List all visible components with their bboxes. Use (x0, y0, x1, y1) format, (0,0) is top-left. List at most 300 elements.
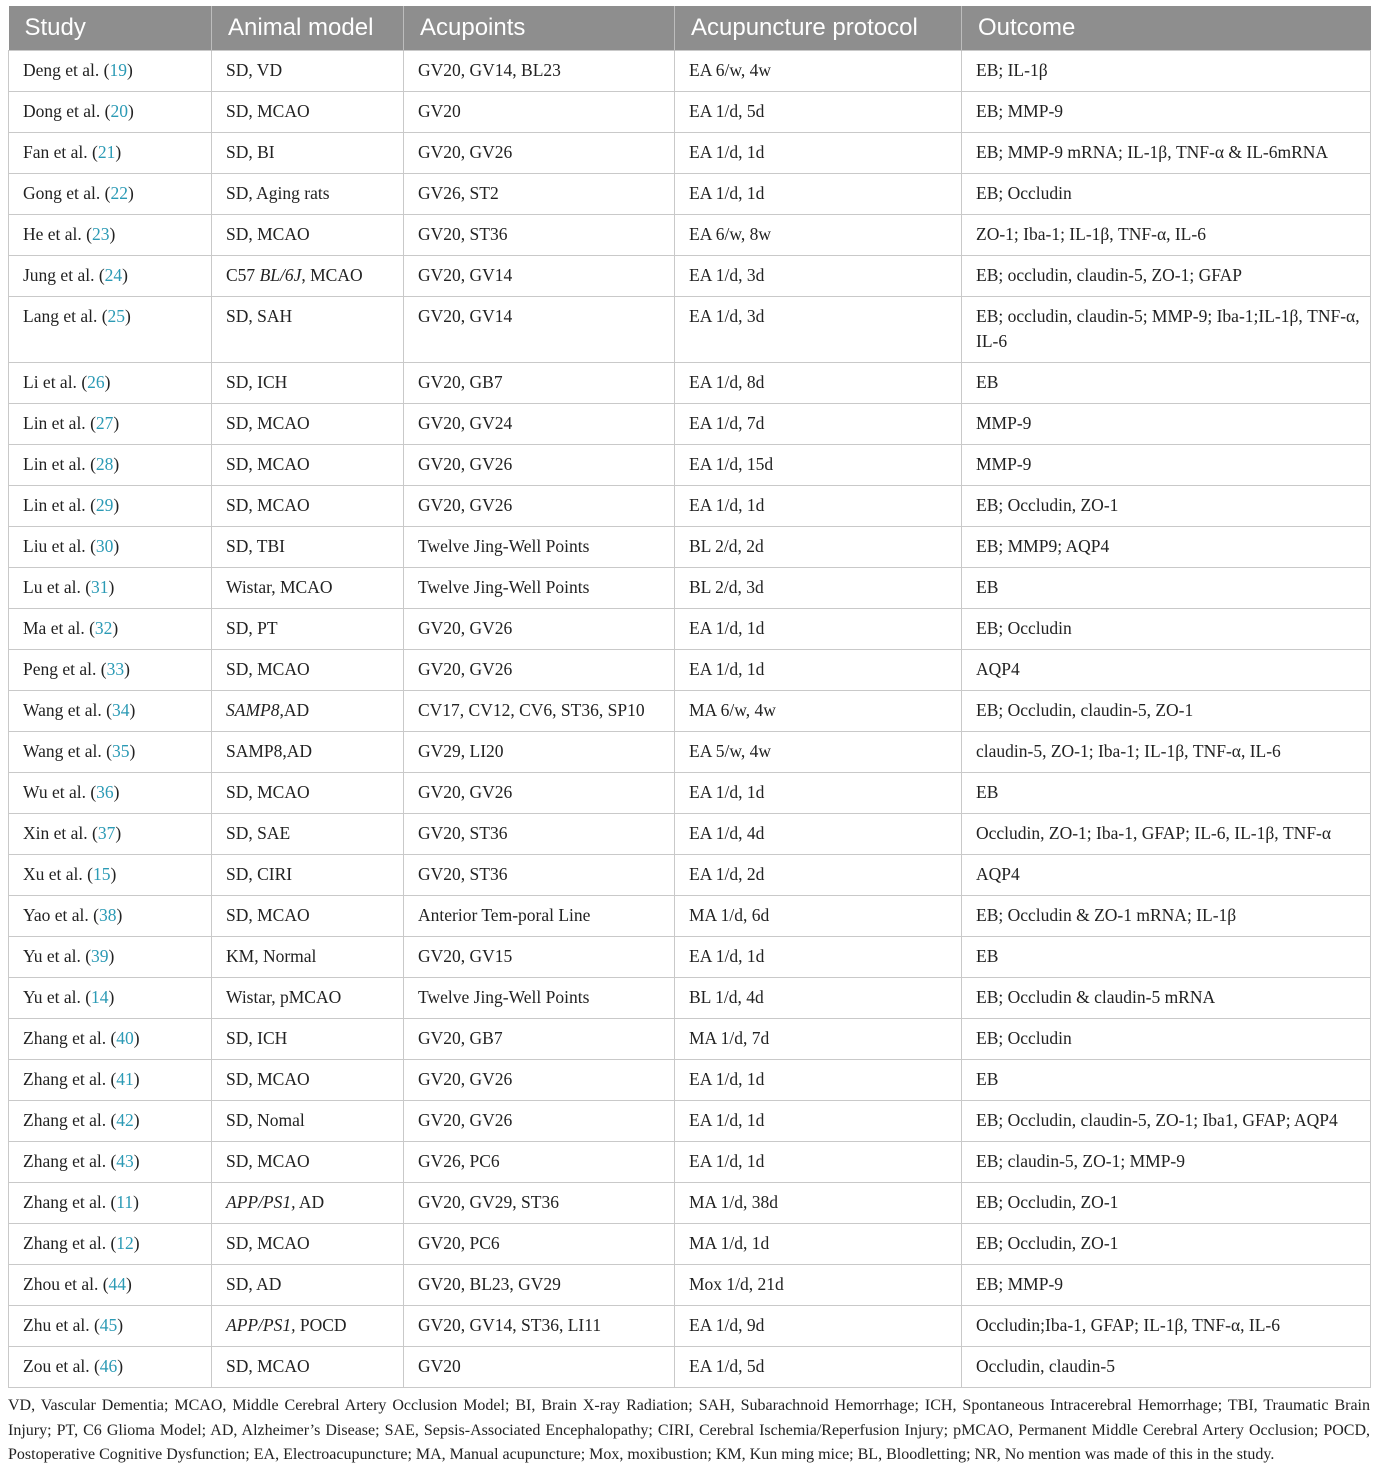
outcome-cell: EB (962, 1060, 1371, 1101)
acupoints-cell: GV20, GV29, ST36 (404, 1183, 675, 1224)
study-cell: Zhang et al. (41) (9, 1060, 212, 1101)
protocol-cell: EA 1/d, 1d (675, 937, 962, 978)
table-row (9, 855, 1371, 896)
study-author: Gong et al. (23, 183, 101, 203)
acupoints-cell: GV20, GV26 (404, 1101, 675, 1142)
protocol-cell: EA 1/d, 1d (675, 1101, 962, 1142)
table-row (9, 1101, 1371, 1142)
animal-model-text: SAMP8 (226, 700, 280, 720)
study-author: Zhang et al. (23, 1069, 107, 1089)
table-row (9, 1142, 1371, 1183)
table-row (9, 404, 1371, 445)
table-row (9, 174, 1371, 215)
study-author: Zhang et al. (23, 1233, 107, 1253)
animal-model-cell (212, 937, 404, 978)
animal-model-text: SAMP8,AD (226, 741, 313, 761)
study-cell: Yao et al. (38) (9, 896, 212, 937)
study-cell: Deng et al. (19) (9, 51, 212, 92)
reference-link[interactable]: 11 (116, 1192, 134, 1212)
animal-model-text: APP/PS1, (226, 1192, 296, 1212)
reference-link[interactable]: 25 (107, 306, 126, 326)
acupoints-cell: GV20, PC6 (404, 1224, 675, 1265)
table-row (9, 297, 1371, 363)
reference-link[interactable]: 15 (92, 864, 111, 884)
study-author: Yao et al. (23, 905, 89, 925)
table-row (9, 445, 1371, 486)
outcome-cell: EB; Occludin, claudin-5, ZO-1 (962, 691, 1371, 732)
table-row (9, 691, 1371, 732)
protocol-cell: EA 1/d, 1d (675, 773, 962, 814)
acupoints-cell: Twelve Jing-Well Points (404, 527, 675, 568)
table-row (9, 1224, 1371, 1265)
animal-model-text: AD (295, 1192, 325, 1212)
protocol-cell: EA 1/d, 9d (675, 1306, 962, 1347)
animal-model-text: SD, MCAO (226, 454, 310, 474)
outcome-cell: EB (962, 363, 1371, 404)
animal-model-cell (212, 609, 404, 650)
animal-model-cell (212, 691, 404, 732)
reference-link[interactable]: 12 (116, 1233, 134, 1253)
study-cell: Zhang et al. (11) (9, 1183, 212, 1224)
animal-model-text: SD, TBI (226, 536, 285, 556)
study-cell: Wang et al. (35) (9, 732, 212, 773)
study-author: Zhou et al. (23, 1274, 99, 1294)
animal-model-text: Wistar, pMCAO (226, 987, 342, 1007)
study-author: Xin et al. (23, 823, 88, 843)
acupoints-cell: GV20 (404, 92, 675, 133)
animal-model-text: SD, VD (226, 60, 283, 80)
protocol-cell: EA 6/w, 8w (675, 215, 962, 256)
protocol-cell: EA 1/d, 1d (675, 133, 962, 174)
acupoints-cell: GV20, GB7 (404, 1019, 675, 1060)
table-footnote: VD, Vascular Dementia; MCAO, Middle Cerebral Artery Occlusion Model; BI, Brain X-ray Radiation; SAH, Subarachnoid Hemorrhage; ICH, Spontaneous Intracerebral Hemorrhage; TBI, Traumatic Brain Injury; PT, C6 Glioma Model; AD, Alzheimer’s Disease; SAE, Sepsis-Associated Encephalopathy; CIRI, Cerebral Ischemia/Reperfusion Injury; pMCAO, Permanent Middle Cerebral Artery Occlusion; POCD, Postoperative Cognitive Dysfunction; EA, Electroacupuncture; MA, Manual acupuncture; Mox, moxibustion; KM, Kun ming mice; BL, Bloodletting; NR, No mention was made of this in the study. (8, 1397, 1370, 1463)
study-cell: Zhang et al. (40) (9, 1019, 212, 1060)
reference-link[interactable]: 37 (97, 823, 116, 843)
protocol-cell: EA 1/d, 1d (675, 1060, 962, 1101)
acupoints-cell: GV20, GV14 (404, 297, 675, 363)
study-cell: He et al. (23) (9, 215, 212, 256)
animal-model-text: SD, BI (226, 142, 275, 162)
study-cell: Peng et al. (33) (9, 650, 212, 691)
animal-model-text: SD, MCAO (226, 1151, 310, 1171)
outcome-cell: ZO-1; Iba-1; IL-1β, TNF-α, IL-6 (962, 215, 1371, 256)
protocol-cell: EA 1/d, 3d (675, 297, 962, 363)
animal-model-text: SD, SAH (226, 306, 293, 326)
reference-link[interactable]: 41 (116, 1069, 134, 1089)
study-cell: Li et al. (26) (9, 363, 212, 404)
reference-link[interactable]: 19 (109, 60, 127, 80)
animal-model-text: SD, MCAO (226, 1069, 310, 1089)
table-row (9, 92, 1371, 133)
reference-link[interactable]: 34 (111, 700, 130, 720)
animal-model-text: SD, CIRI (226, 864, 293, 884)
acupoints-cell: GV26, PC6 (404, 1142, 675, 1183)
acupoints-cell: GV20, BL23, GV29 (404, 1265, 675, 1306)
acupoints-cell: GV20 (404, 1347, 675, 1388)
acupoints-cell: GV20, GV14 (404, 256, 675, 297)
animal-model-text: Wistar, MCAO (226, 577, 333, 597)
acupoints-cell: GV20, GV26 (404, 609, 675, 650)
study-author: Liu et al. (23, 536, 86, 556)
animal-model-text: SD, AD (226, 1274, 282, 1294)
table-row (9, 527, 1371, 568)
reference-link[interactable]: 35 (111, 741, 130, 761)
animal-model-text: SD, ICH (226, 1028, 288, 1048)
table-row (9, 51, 1371, 92)
animal-model-text: SD, PT (226, 618, 278, 638)
table-row (9, 256, 1371, 297)
table-row (9, 1060, 1371, 1101)
acupoints-cell: GV20, GV26 (404, 486, 675, 527)
table-row (9, 732, 1371, 773)
table-row (9, 1265, 1371, 1306)
table-row (9, 1306, 1371, 1347)
outcome-cell: Occludin;Iba-1, GFAP; IL-1β, TNF-α, IL-6 (962, 1306, 1371, 1347)
study-author: Zou et al. (23, 1356, 90, 1376)
reference-link[interactable]: 26 (87, 372, 105, 392)
table-row (9, 215, 1371, 256)
animal-model-text: BL/6J (259, 265, 302, 285)
studies-table (8, 6, 1371, 1388)
acupoints-cell: GV26, ST2 (404, 174, 675, 215)
acupoints-cell: GV20, GV26 (404, 650, 675, 691)
acupoints-cell: GV29, LI20 (404, 732, 675, 773)
table-row (9, 1019, 1371, 1060)
reference-link[interactable]: 24 (104, 265, 123, 285)
acupoints-cell: Anterior Tem-poral Line (404, 896, 675, 937)
acupoints-cell: CV17, CV12, CV6, ST36, SP10 (404, 691, 675, 732)
study-author: Li et al. (23, 372, 77, 392)
outcome-cell: EB (962, 568, 1371, 609)
animal-model-text: ,AD (279, 700, 310, 720)
reference-link[interactable]: 29 (95, 495, 114, 515)
animal-model-text: SD, MCAO (226, 1233, 310, 1253)
acupoints-cell: GV20, ST36 (404, 855, 675, 896)
study-cell: Zhang et al. (12) (9, 1224, 212, 1265)
outcome-cell: MMP-9 (962, 445, 1371, 486)
animal-model-cell (212, 568, 404, 609)
study-cell: Xin et al. (37) (9, 814, 212, 855)
protocol-cell: EA 1/d, 1d (675, 174, 962, 215)
study-cell: Gong et al. (22) (9, 174, 212, 215)
outcome-cell: EB; MMP-9 (962, 1265, 1371, 1306)
animal-model-cell (212, 1347, 404, 1388)
animal-model-cell (212, 92, 404, 133)
table-row (9, 1183, 1371, 1224)
protocol-cell: EA 1/d, 1d (675, 486, 962, 527)
animal-model-text: SD, MCAO (226, 1356, 310, 1376)
reference-link[interactable]: 20 (110, 101, 128, 121)
reference-link[interactable]: 42 (116, 1110, 134, 1130)
protocol-cell: MA 6/w, 4w (675, 691, 962, 732)
animal-model-text: SD, SAE (226, 823, 291, 843)
animal-model-text: SD, MCAO (226, 224, 310, 244)
acupoints-cell: GV20, GV26 (404, 445, 675, 486)
acupoints-cell: GV20, ST36 (404, 215, 675, 256)
study-cell: Xu et al. (15) (9, 855, 212, 896)
study-author: Zhang et al. (23, 1192, 107, 1212)
reference-link[interactable]: 32 (94, 618, 113, 638)
outcome-cell: EB; Occludin & ZO-1 mRNA; IL-1β (962, 896, 1371, 937)
reference-link[interactable]: 43 (116, 1151, 134, 1171)
acupoints-cell: GV20, GV26 (404, 773, 675, 814)
table-row (9, 937, 1371, 978)
reference-link[interactable]: 38 (99, 905, 117, 925)
animal-model-text: SD, MCAO (226, 905, 310, 925)
study-cell: Zhang et al. (43) (9, 1142, 212, 1183)
study-author: Ma et al. (23, 618, 85, 638)
reference-link[interactable]: 22 (110, 183, 128, 203)
outcome-cell: EB; IL-1β (962, 51, 1371, 92)
protocol-cell: EA 1/d, 7d (675, 404, 962, 445)
animal-model-cell (212, 814, 404, 855)
protocol-cell: EA 1/d, 2d (675, 855, 962, 896)
outcome-cell: EB; Occludin (962, 609, 1371, 650)
table-row (9, 609, 1371, 650)
outcome-cell: EB; Occludin, ZO-1 (962, 1183, 1371, 1224)
animal-model-text: SD, MCAO (226, 495, 310, 515)
protocol-cell: BL 1/d, 4d (675, 978, 962, 1019)
protocol-cell: MA 1/d, 7d (675, 1019, 962, 1060)
outcome-cell: EB; claudin-5, ZO-1; MMP-9 (962, 1142, 1371, 1183)
reference-link[interactable]: 28 (95, 454, 114, 474)
study-author: Yu et al. (23, 946, 81, 966)
study-author: Zhu et al. (23, 1315, 90, 1335)
protocol-cell: EA 1/d, 1d (675, 1142, 962, 1183)
animal-model-cell (212, 133, 404, 174)
study-author: Wang et al. (23, 741, 102, 761)
acupoints-cell: GV20, GB7 (404, 363, 675, 404)
animal-model-text: KM, Normal (226, 946, 317, 966)
study-author: Fan et al. (23, 142, 88, 162)
protocol-cell: EA 5/w, 4w (675, 732, 962, 773)
protocol-cell: EA 1/d, 8d (675, 363, 962, 404)
animal-model-cell (212, 1019, 404, 1060)
animal-model-cell (212, 445, 404, 486)
outcome-cell: EB; Occludin & claudin-5 mRNA (962, 978, 1371, 1019)
animal-model-cell (212, 256, 404, 297)
study-author: Lang et al. (23, 306, 98, 326)
animal-model-text: SD, MCAO (226, 413, 310, 433)
protocol-cell: MA 1/d, 1d (675, 1224, 962, 1265)
protocol-cell: EA 1/d, 15d (675, 445, 962, 486)
table-row (9, 1347, 1371, 1388)
reference-link[interactable]: 33 (106, 659, 125, 679)
table-row (9, 814, 1371, 855)
study-cell: Fan et al. (21) (9, 133, 212, 174)
table-header-row (9, 6, 1371, 51)
outcome-cell: claudin-5, ZO-1; Iba-1; IL-1β, TNF-α, IL-6 (962, 732, 1371, 773)
animal-model-cell (212, 297, 404, 363)
study-author: Zhang et al. (23, 1028, 107, 1048)
reference-link[interactable]: 36 (96, 782, 114, 802)
outcome-cell: EB; occludin, claudin-5, ZO-1; GFAP (962, 256, 1371, 297)
animal-model-cell (212, 1183, 404, 1224)
study-author: Jung et al. (23, 265, 95, 285)
table-row (9, 568, 1371, 609)
acupoints-cell: GV20, GV24 (404, 404, 675, 445)
outcome-cell: EB; MMP9; AQP4 (962, 527, 1371, 568)
animal-model-cell (212, 1142, 404, 1183)
study-cell: Zhu et al. (45) (9, 1306, 212, 1347)
animal-model-cell (212, 1265, 404, 1306)
study-author: Yu et al. (23, 987, 81, 1007)
animal-model-cell (212, 215, 404, 256)
reference-link[interactable]: 21 (97, 142, 116, 162)
study-author: Peng et al. (23, 659, 97, 679)
study-author: He et al. (23, 224, 82, 244)
header-acupoints: Acupoints (404, 6, 675, 51)
study-author: Lin et al. (23, 454, 86, 474)
reference-link[interactable]: 39 (91, 946, 109, 966)
study-cell: Ma et al. (32) (9, 609, 212, 650)
animal-model-text: SD, MCAO (226, 659, 310, 679)
protocol-cell: EA 1/d, 3d (675, 256, 962, 297)
animal-model-cell (212, 855, 404, 896)
outcome-cell: EB (962, 773, 1371, 814)
acupoints-cell: Twelve Jing-Well Points (404, 568, 675, 609)
animal-model-cell (212, 174, 404, 215)
reference-link[interactable]: 45 (99, 1315, 118, 1335)
study-author: Zhang et al. (23, 1110, 107, 1130)
outcome-cell: EB (962, 937, 1371, 978)
study-author: Zhang et al. (23, 1151, 107, 1171)
reference-link[interactable]: 14 (91, 987, 109, 1007)
reference-link[interactable]: 27 (95, 413, 114, 433)
outcome-cell: EB; occludin, claudin-5; MMP-9; Iba-1;IL-1β, TNF-α, IL-6 (962, 297, 1371, 363)
table-row (9, 896, 1371, 937)
header-study: Study (9, 6, 212, 51)
animal-model-text: C57 (226, 265, 260, 285)
outcome-cell: MMP-9 (962, 404, 1371, 445)
outcome-cell: Occludin, claudin-5 (962, 1347, 1371, 1388)
table-row (9, 773, 1371, 814)
header-outcome: Outcome (962, 6, 1371, 51)
study-author: Wang et al. (23, 700, 102, 720)
study-cell: Zhang et al. (42) (9, 1101, 212, 1142)
animal-model-text: SD, ICH (226, 372, 288, 392)
protocol-cell: EA 1/d, 5d (675, 1347, 962, 1388)
table-row (9, 363, 1371, 404)
protocol-cell: EA 6/w, 4w (675, 51, 962, 92)
outcome-cell: AQP4 (962, 650, 1371, 691)
animal-model-cell (212, 732, 404, 773)
study-author: Deng et al. (23, 60, 100, 80)
acupoints-cell: GV20, ST36 (404, 814, 675, 855)
study-author: Lin et al. (23, 495, 86, 515)
acupoints-cell: GV20, GV26 (404, 1060, 675, 1101)
table-row (9, 486, 1371, 527)
animal-model-cell (212, 404, 404, 445)
animal-model-text: SD, Nomal (226, 1110, 305, 1130)
acupoints-cell: Twelve Jing-Well Points (404, 978, 675, 1019)
study-cell: Lu et al. (31) (9, 568, 212, 609)
outcome-cell: EB; MMP-9 (962, 92, 1371, 133)
outcome-cell: EB; Occludin, claudin-5, ZO-1; Iba1, GFAP; AQP4 (962, 1101, 1371, 1142)
animal-model-text: POCD (295, 1315, 347, 1335)
animal-model-cell (212, 650, 404, 691)
table-container (8, 6, 1370, 1468)
study-cell: Lin et al. (27) (9, 404, 212, 445)
acupoints-cell: GV20, GV14, ST36, LI11 (404, 1306, 675, 1347)
protocol-cell: EA 1/d, 5d (675, 92, 962, 133)
reference-link[interactable]: 30 (95, 536, 114, 556)
animal-model-text: SD, MCAO (226, 101, 310, 121)
outcome-cell: EB; MMP-9 mRNA; IL-1β, TNF-α & IL-6mRNA (962, 133, 1371, 174)
animal-model-cell (212, 978, 404, 1019)
header-acupuncture-protocol: Acupuncture protocol (675, 6, 962, 51)
reference-link[interactable]: 31 (91, 577, 109, 597)
animal-model-cell (212, 1101, 404, 1142)
protocol-cell: Mox 1/d, 21d (675, 1265, 962, 1306)
animal-model-text: APP/PS1, (226, 1315, 296, 1335)
animal-model-cell (212, 1060, 404, 1101)
animal-model-cell (212, 527, 404, 568)
table-row (9, 978, 1371, 1019)
table-row (9, 133, 1371, 174)
animal-model-cell (212, 486, 404, 527)
reference-link[interactable]: 46 (99, 1356, 118, 1376)
study-cell: Jung et al. (24) (9, 256, 212, 297)
animal-model-cell (212, 1306, 404, 1347)
protocol-cell: BL 2/d, 3d (675, 568, 962, 609)
protocol-cell: MA 1/d, 6d (675, 896, 962, 937)
protocol-cell: EA 1/d, 4d (675, 814, 962, 855)
outcome-cell: Occludin, ZO-1; Iba-1, GFAP; IL-6, IL-1β, TNF-α (962, 814, 1371, 855)
study-author: Dong et al. (23, 101, 101, 121)
study-author: Xu et al. (23, 864, 83, 884)
outcome-cell: EB; Occludin (962, 1019, 1371, 1060)
animal-model-cell (212, 363, 404, 404)
animal-model-cell (212, 51, 404, 92)
reference-link[interactable]: 40 (116, 1028, 134, 1048)
study-cell: Liu et al. (30) (9, 527, 212, 568)
study-cell: Zhou et al. (44) (9, 1265, 212, 1306)
protocol-cell: MA 1/d, 38d (675, 1183, 962, 1224)
study-cell: Lin et al. (28) (9, 445, 212, 486)
animal-model-text: , MCAO (301, 265, 363, 285)
animal-model-text: SD, Aging rats (226, 183, 330, 203)
study-author: Wu et al. (23, 782, 86, 802)
reference-link[interactable]: 44 (108, 1274, 127, 1294)
acupoints-cell: GV20, GV14, BL23 (404, 51, 675, 92)
acupoints-cell: GV20, GV15 (404, 937, 675, 978)
study-author: Lin et al. (23, 413, 86, 433)
header-animal-model: Animal model (212, 6, 404, 51)
acupoints-cell: GV20, GV26 (404, 133, 675, 174)
outcome-cell: EB; Occludin (962, 174, 1371, 215)
protocol-cell: EA 1/d, 1d (675, 609, 962, 650)
table-row (9, 650, 1371, 691)
study-cell: Lin et al. (29) (9, 486, 212, 527)
animal-model-text: SD, MCAO (226, 782, 310, 802)
protocol-cell: BL 2/d, 2d (675, 527, 962, 568)
reference-link[interactable]: 23 (92, 224, 110, 244)
study-cell: Wang et al. (34) (9, 691, 212, 732)
study-cell: Yu et al. (14) (9, 978, 212, 1019)
animal-model-cell (212, 1224, 404, 1265)
animal-model-cell (212, 773, 404, 814)
outcome-cell: EB; Occludin, ZO-1 (962, 1224, 1371, 1265)
protocol-cell: EA 1/d, 1d (675, 650, 962, 691)
study-cell: Lang et al. (25) (9, 297, 212, 363)
study-cell: Dong et al. (20) (9, 92, 212, 133)
study-cell: Zou et al. (46) (9, 1347, 212, 1388)
outcome-cell: AQP4 (962, 855, 1371, 896)
animal-model-cell (212, 896, 404, 937)
outcome-cell: EB; Occludin, ZO-1 (962, 486, 1371, 527)
study-cell: Yu et al. (39) (9, 937, 212, 978)
